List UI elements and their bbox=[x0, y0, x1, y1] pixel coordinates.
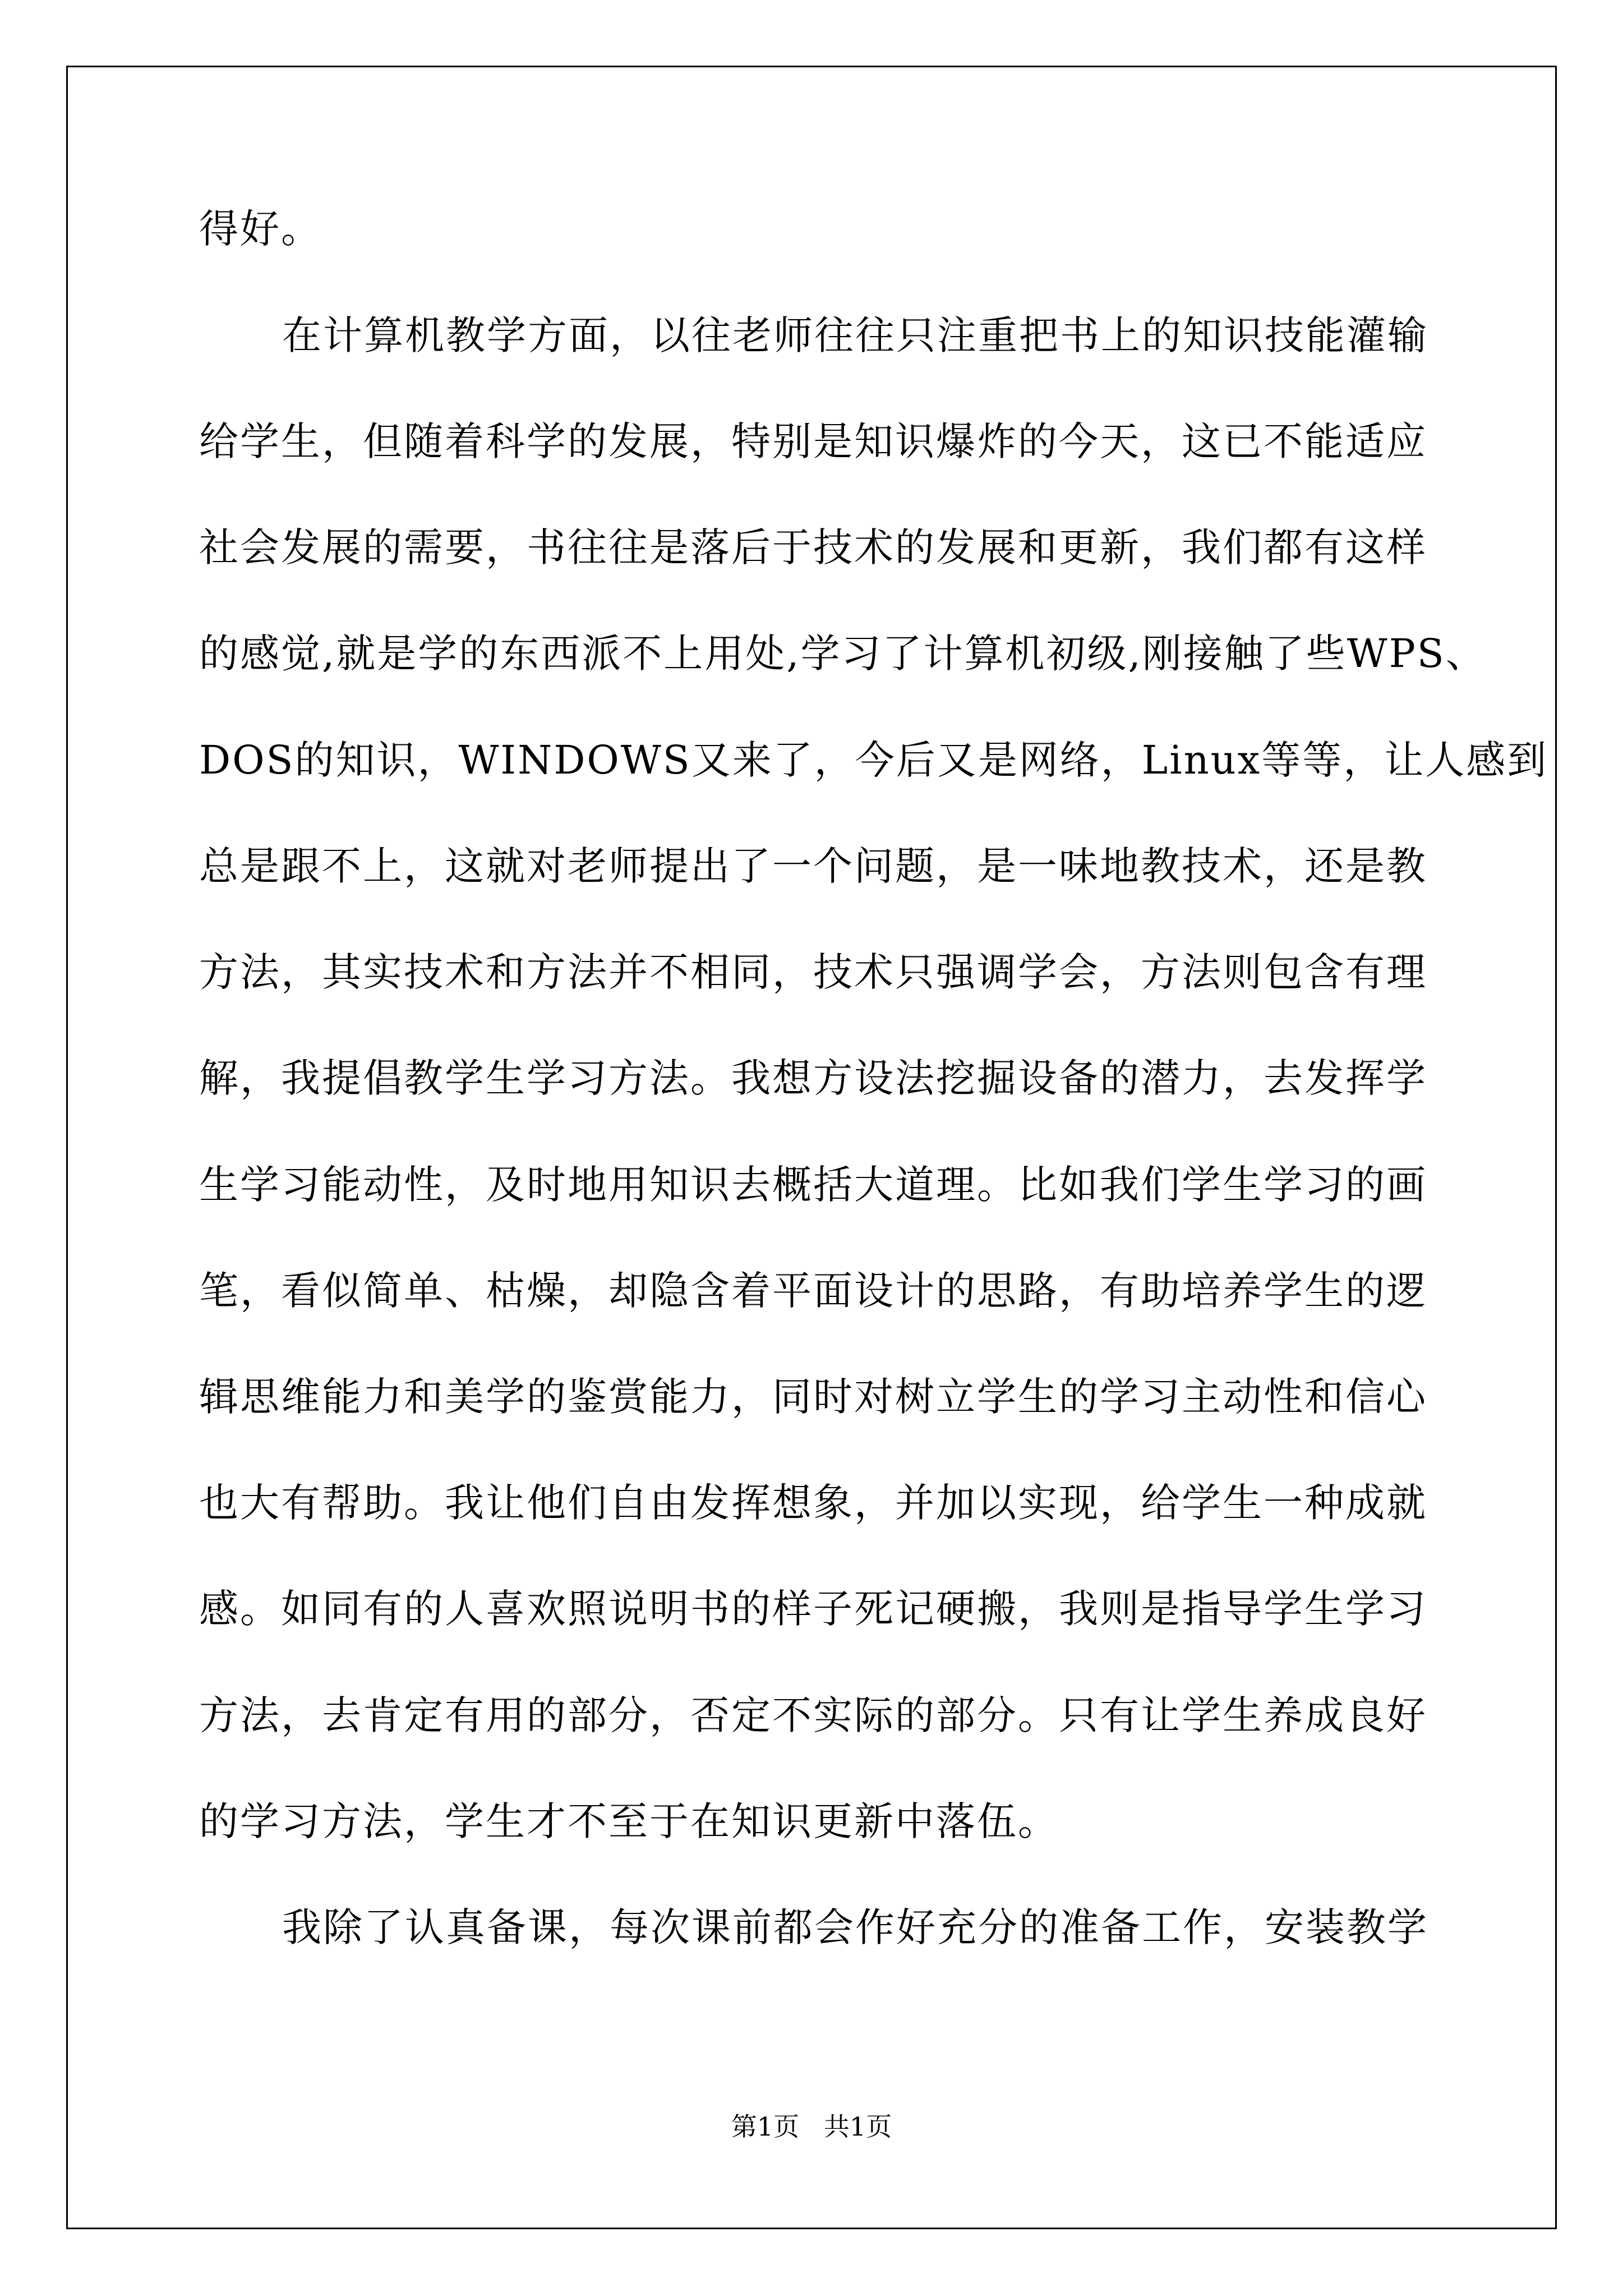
paragraph-line-15: 方法，去肯定有用的部分，否定不实际的部分。只有让学生养成良好 bbox=[199, 1692, 1427, 1738]
paragraph-line-1: 得好。 bbox=[199, 206, 322, 252]
paragraph-line-10: 生学习能动性，及时地用知识去概括大道理。比如我们学生学习的画 bbox=[199, 1162, 1427, 1208]
paragraph-line-8: 方法，其实技术和方法并不相同，技术只强调学会，方法则包含有理 bbox=[199, 949, 1427, 995]
paragraph-line-6: DOS的知识，WINDOWS又来了，今后又是网络，Linux等等，让人感到 bbox=[199, 737, 1548, 783]
paragraph-line-12: 辑思维能力和美学的鉴赏能力，同时对树立学生的学习主动性和信心 bbox=[199, 1374, 1427, 1420]
paragraph-line-3: 给学生，但随着科学的发展，特别是知识爆炸的今天，这已不能适应 bbox=[199, 418, 1427, 464]
paragraph-line-14: 感。如同有的人喜欢照说明书的样子死记硬搬，我则是指导学生学习 bbox=[199, 1586, 1427, 1632]
paragraph-line-17: 我除了认真备课，每次课前都会作好充分的准备工作，安装教学 bbox=[282, 1904, 1428, 1950]
paragraph-line-7: 总是跟不上，这就对老师提出了一个问题，是一味地教技术，还是教 bbox=[199, 843, 1427, 889]
paragraph-line-13: 也大有帮助。我让他们自由发挥想象，并加以实现，给学生一种成就 bbox=[199, 1480, 1427, 1526]
paragraph-line-4: 社会发展的需要，书往往是落后于技术的发展和更新，我们都有这样 bbox=[199, 524, 1427, 570]
paragraph-line-11: 笔，看似简单、枯燥，却隐含着平面设计的思路，有助培养学生的逻 bbox=[199, 1268, 1427, 1314]
paragraph-line-2: 在计算机教学方面，以往老师往往只注重把书上的知识技能灌输 bbox=[282, 312, 1428, 358]
paragraph-line-9: 解，我提倡教学生学习方法。我想方设法挖掘设备的潜力，去发挥学 bbox=[199, 1055, 1427, 1101]
page-number-footer: 第1页 共1页 bbox=[731, 2111, 892, 2142]
paragraph-line-16: 的学习方法，学生才不至于在知识更新中落伍。 bbox=[199, 1798, 1059, 1844]
paragraph-line-5: 的感觉,就是学的东西派不上用处,学习了计算机初级,刚接触了些WPS、 bbox=[199, 631, 1487, 677]
